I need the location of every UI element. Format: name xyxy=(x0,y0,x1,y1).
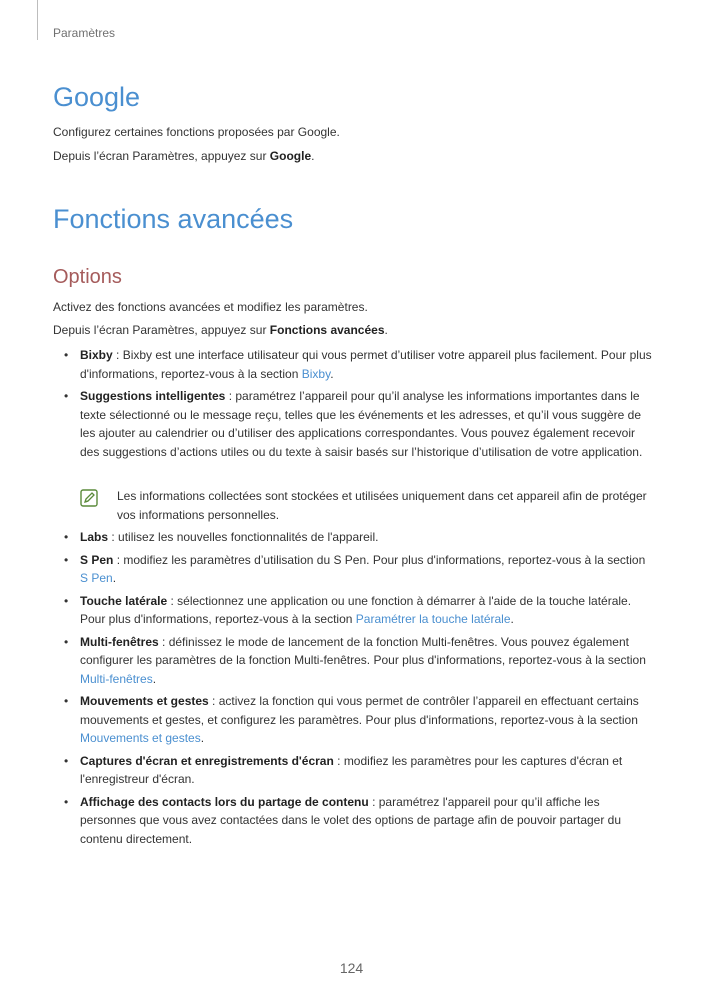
list-item-side-key: • Touche latérale : sélectionnez une application ou une fonction à démarrer à l'aide de la touche latérale. Pour plus d'informations, reportez-vous à la section Paramétrer la touche latérale. xyxy=(64,593,632,626)
term-motions: Mouvements et gestes xyxy=(80,694,209,708)
header-rule xyxy=(37,0,38,40)
list-item-s-pen: • S Pen : modifiez les paramètres d’utilisation du S Pen. Pour plus d'informations, reportez-vous à la section S Pen. xyxy=(64,552,646,585)
options-subtitle: Options xyxy=(53,266,122,288)
options-list-continued xyxy=(53,528,653,852)
list-item-motions: • Mouvements et gestes : activez la fonction qui vous permet de contrôler l’appareil en effectuant certains mouvements et gestes, et configurez les paramètres. Pour plus d'informations, reportez-vous à la section Mouvements et gestes. xyxy=(64,694,639,745)
link-s-pen[interactable]: S Pen xyxy=(80,571,113,585)
google-instruction: Depuis l’écran Paramètres, appuyez sur Google. xyxy=(53,149,315,163)
pencil-note-icon xyxy=(80,489,98,507)
list-item-multi-window: • Multi-fenêtres : définissez le mode de lancement de la fonction Multi-fenêtres. Vous pouvez également configurer les paramètres de la fonction Multi-fenêtres. Pour plus d'informations, reportez-vous à la section Multi-fenêtres. xyxy=(64,634,646,686)
note-block xyxy=(53,484,653,528)
list-item-suggestions: • Suggestions intelligentes : paramétrez l’appareil pour qu’il analyse les informations importantes dans le texte sélectionné ou le message reçu, telles que les événements et les adresses, et qu’il vous suggère de les ajouter au calendrier ou d’utiliser des applications correspondantes. Vous pouvez également recevoir des suggestions d’actions utiles ou du texte à saisir basés sur l’historique d’utilisation de votre application. xyxy=(64,389,643,459)
google-title: Google xyxy=(53,82,141,112)
options-list xyxy=(53,346,653,465)
list-item-share-contacts: • Affichage des contacts lors du partage de contenu : paramétrez l'appareil pour qu’il affiche les personnes que vous avez contactées dans le volet des options de partage afin de pouvoir partager du contenu directement. xyxy=(64,794,622,846)
term-side-key: Touche latérale xyxy=(80,593,168,608)
note-text: Les informations collectées sont stockées et utilisées uniquement dans cet appareil afin de protéger vos informations personnelles. xyxy=(117,489,647,522)
list-item-screenshots: • Captures d'écran et enregistrements d'écran : modifiez les paramètres pour les captures d'écran et l'enregistreur d'écran. xyxy=(64,753,623,786)
advanced-menu-name: Fonctions avancées xyxy=(269,323,385,337)
term-s-pen: S Pen xyxy=(80,552,114,567)
link-side-key[interactable]: Paramétrer la touche latérale xyxy=(355,612,511,626)
term-bixby: Bixby xyxy=(80,348,113,362)
term-share-contacts: Affichage des contacts lors du partage de contenu xyxy=(80,794,369,809)
term-multi-window: Multi-fenêtres xyxy=(80,634,159,649)
term-labs: Labs xyxy=(80,530,109,544)
term-suggestions: Suggestions intelligentes xyxy=(80,389,226,403)
options-instruction: Depuis l’écran Paramètres, appuyez sur Fonctions avancées. xyxy=(53,323,388,337)
list-item-labs: • Labs : utilisez les nouvelles fonctionnalités de l'appareil. xyxy=(64,530,379,544)
page-number: 124 xyxy=(339,960,364,976)
google-description: Configurez certaines fonctions proposées par Google. xyxy=(53,125,340,139)
privacy-note xyxy=(80,487,653,524)
link-multi-window[interactable]: Multi-fenêtres xyxy=(80,671,153,686)
section-header: Paramètres xyxy=(53,26,116,40)
google-menu-name: Google xyxy=(269,149,312,163)
link-motions[interactable]: Mouvements et gestes xyxy=(80,731,201,745)
options-description: Activez des fonctions avancées et modifiez les paramètres. xyxy=(53,300,368,314)
advanced-features-title: Fonctions avancées xyxy=(53,204,294,234)
link-bixby[interactable]: Bixby xyxy=(301,366,331,381)
list-item-bixby: • Bixby : Bixby est une interface utilisateur qui vous permet d’utiliser votre appareil plus facilement. Pour plus d'informations, reportez-vous à la section Bixby. xyxy=(64,348,652,381)
term-screenshots: Captures d'écran et enregistrements d'écran xyxy=(80,753,334,768)
